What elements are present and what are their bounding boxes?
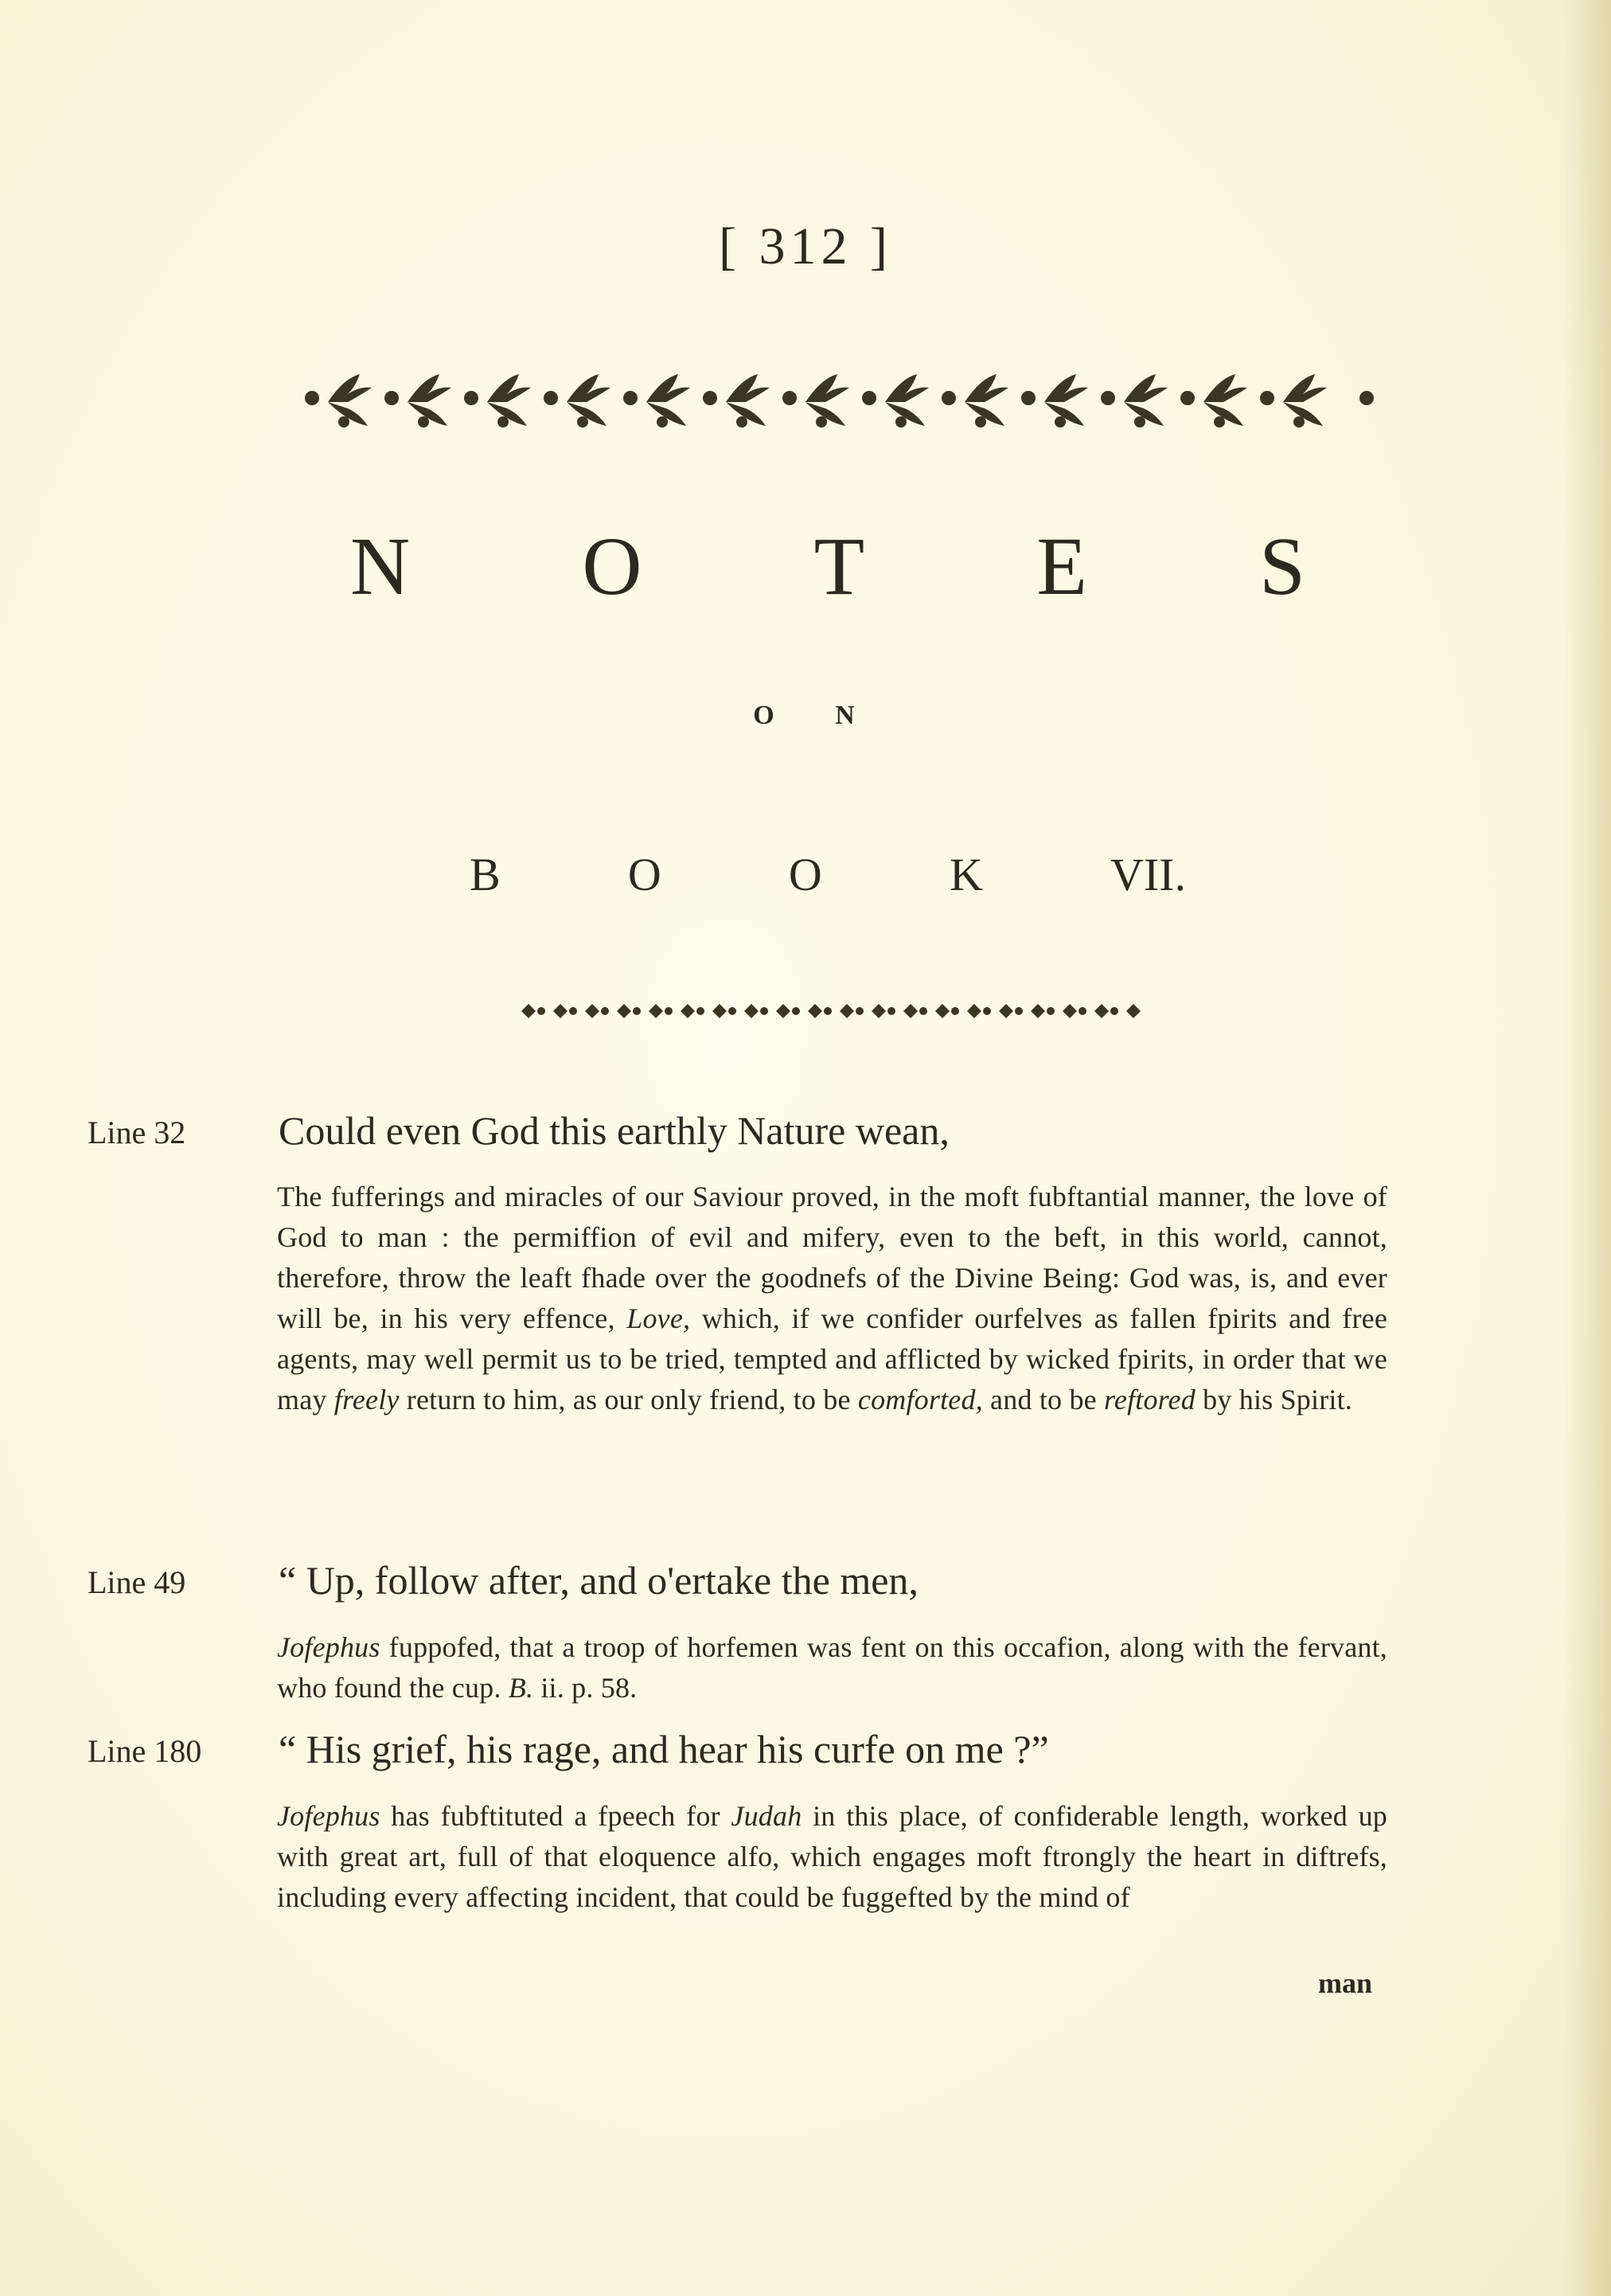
top-ornament-icon <box>296 366 1395 438</box>
note-quote: “ His grief, his rage, and hear his curfe on me ?” <box>279 1727 1049 1771</box>
para-text: return to him, as our only friend, to be <box>399 1384 858 1415</box>
note-quote: Could even God this earthly Nature wean, <box>279 1108 950 1153</box>
line-label: Line 180 <box>88 1733 202 1769</box>
para-text: ii. p. 58. <box>533 1672 638 1704</box>
para-italic: comforted, <box>857 1384 983 1415</box>
line-label: Line 49 <box>88 1564 186 1600</box>
para-italic: B. <box>508 1672 534 1704</box>
note-paragraph <box>277 1627 1387 1708</box>
para-text: and to be <box>982 1384 1105 1415</box>
notes-title <box>350 521 1305 612</box>
book-letter: B <box>470 849 501 900</box>
para-text: which, if we confider ourfelves as fallen fpirits and free agents, may well permit us to be tried, tempted and afflicted by wicked fpirits, in order that we may <box>277 1302 1388 1415</box>
book-number: VII. <box>1110 849 1186 900</box>
book-letter: O <box>788 849 822 900</box>
para-italic: Jofephus <box>277 1800 380 1832</box>
para-italic: freely <box>334 1384 400 1415</box>
book-letter: K <box>949 849 983 900</box>
para-italic: Jofephus <box>277 1631 380 1663</box>
note-quote: “ Up, follow after, and o'ertake the men, <box>279 1558 919 1603</box>
para-text: has fubftituted a fpeech for <box>380 1800 731 1832</box>
title-letter: S <box>1259 521 1305 612</box>
para-text: The fufferings and miracles of our Saviour proved, in the moft fubftantial manner, the love of God to man : the permiffion of evil and mifery, even to the beft, in this world, cannot, therefore, throw the leaft fhade over the goodnefs of the Divine Being: God was, is, and ever will be, in his very effence, <box>277 1181 1387 1334</box>
title-letter: O <box>582 521 642 612</box>
on-subtitle: O N <box>753 701 882 730</box>
title-letter: N <box>350 521 411 612</box>
para-text: by his Spirit. <box>1195 1384 1352 1415</box>
para-italic: Love, <box>626 1302 691 1334</box>
catchword: man <box>1318 1967 1373 1999</box>
title-letter: E <box>1036 521 1087 612</box>
book-letter: O <box>627 849 661 900</box>
title-letter: T <box>813 521 865 612</box>
para-italic: Judah <box>731 1800 802 1832</box>
para-text: in this place, of confiderable length, worked up with great art, full of that eloquence alfo, which engages moft ftrongly the heart in diftrefs, including every affecting incident, that could be fuggefted by the mind of <box>277 1800 1387 1913</box>
note-paragraph <box>277 1177 1387 1420</box>
para-text: fuppofed, that a troop of horfemen was fent on this occafion, along with the fervant, who found the cup. <box>277 1631 1387 1704</box>
note-paragraph <box>277 1796 1387 1918</box>
book-heading <box>470 849 1186 900</box>
para-italic: reftored <box>1104 1384 1196 1415</box>
page-number: [ 312 ] <box>719 217 892 275</box>
page-edge-shadow <box>1563 0 1611 2296</box>
divider-ornament-icon <box>517 1000 1154 1022</box>
line-label: Line 32 <box>88 1115 186 1150</box>
